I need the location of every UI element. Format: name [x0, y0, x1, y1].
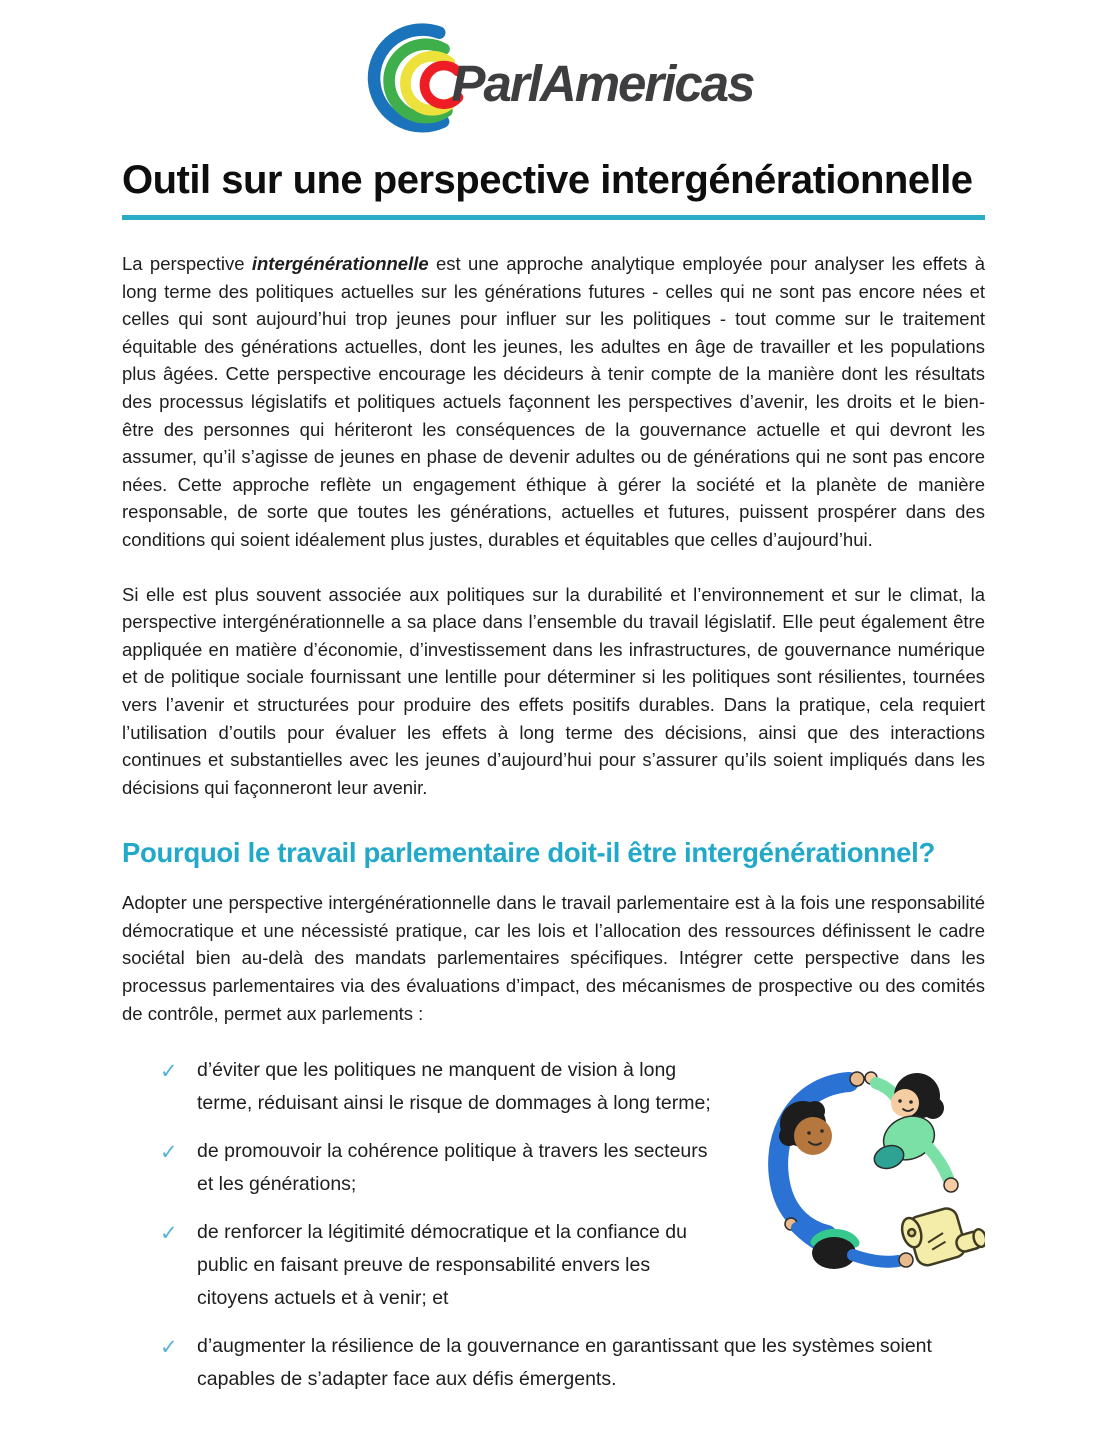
list-item-text: de promouvoir la cohérence politique à travers les secteurs et les générations; — [197, 1140, 708, 1196]
title-rule — [122, 215, 985, 220]
section-heading: Pourquoi le travail parlementaire doit-il être intergénérationnel? — [122, 837, 936, 869]
document-content — [0, 158, 1107, 1411]
paragraph-scope: Si elle est plus souvent associée aux politiques sur la durabilité et l’environnement et sur le climat, la perspective intergénérationnelle a sa place dans l’ensemble du travail législatif. Elle peut également être appliquée en matière d’économie, d’investissement dans les infrastructures, de gouvernance numérique et de politique sociale fournissant une lentille pour déterminer si les politiques sont résilientes, tournées vers l’avenir et structurées pour produire des effets positifs durables. Dans la pratique, cela requiert l’utilisation d’outils pour évaluer les effets à long terme des décisions, ainsi que des interactions continues et substantielles avec les jeunes d’aujourd’hui pour s’assurer qu’ils soient impliqués dans les décisions qui façonneront leur avenir. — [122, 583, 985, 798]
list-item — [160, 1330, 985, 1396]
check-icon: ✓ — [160, 1141, 178, 1165]
benefits-list — [122, 1054, 985, 1396]
logo-text: ParlAmericas — [451, 54, 754, 112]
check-icon: ✓ — [160, 1060, 178, 1084]
bullet-area — [122, 1054, 985, 1411]
list-item — [160, 1135, 985, 1201]
list-item-text: de renforcer la légitimité démocratique et la confiance du public en faisant preuve de responsabilité envers les citoyens actuels et à venir; et — [197, 1221, 687, 1310]
check-icon: ✓ — [160, 1336, 178, 1360]
parlamericas-logo — [353, 23, 753, 137]
list-item-text: d’éviter que les politiques ne manquent de vision à long terme, réduisant ainsi le risque de dommages à long terme; — [197, 1059, 711, 1115]
list-item — [160, 1216, 985, 1315]
page-title: Outil sur une perspective intergénérationnelle — [122, 158, 973, 202]
check-icon: ✓ — [160, 1222, 178, 1246]
paragraph-intro-emphasis: intergénérationnelle — [251, 253, 429, 274]
list-item-text: d’augmenter la résilience de la gouvernance en garantissant que les systèmes soient capables de s’adapter face aux défis émergents. — [197, 1335, 932, 1391]
section-intro: Adopter une perspective intergénérationnelle dans le travail parlementaire est à la fois une responsabilité démocratique et une nécessisté pratique, car les lois et l’allocation des ressources définissent le cadre sociétal bien au-delà des mandats parlementaires spécifiques. Intégrer cette perspective dans les processus parlementaires via des évaluations d’impact, des mécanismes de prospective ou des comités de contrôle, permet aux parlements : — [122, 892, 985, 1024]
paragraph-intro — [122, 250, 985, 554]
paragraph-intro-rest: est une approche analytique employée pour analyser les effets à long terme des politiques actuelles sur les générations futures - celles qui ne sont pas encore nées et celles qui sont aujourd’hui trop jeunes pour influer sur les politiques - tout comme sur le traitement équitable des générations actuelles, dont les jeunes, les adultes en âge de travailler et les populations plus âgées. Cette perspective encourage les décideurs à tenir compte de la manière dont les résultats des processus législatifs et politiques actuels façonnent les perspectives d’avenir, les droits et le bien-être des personnes qui hériteront les conséquences de la gouvernance actuelle et qui devront les assumer, qu’il s’agisse de jeunes en phase de devenir adultes ou de générations qui ne sont pas encore nées. Cette approche reflète un engagement éthique à gérer la société et la planète de manière responsable, de sorte que toutes les générations, actuelles et futures, puissent prospérer dans des conditions qui soient idéalement plus justes, durables et équitables que celles d’aujourd’hui. — [122, 253, 985, 550]
paragraph-intro-prefix: La perspective — [122, 253, 252, 274]
header — [0, 0, 1107, 140]
list-item — [160, 1054, 985, 1120]
